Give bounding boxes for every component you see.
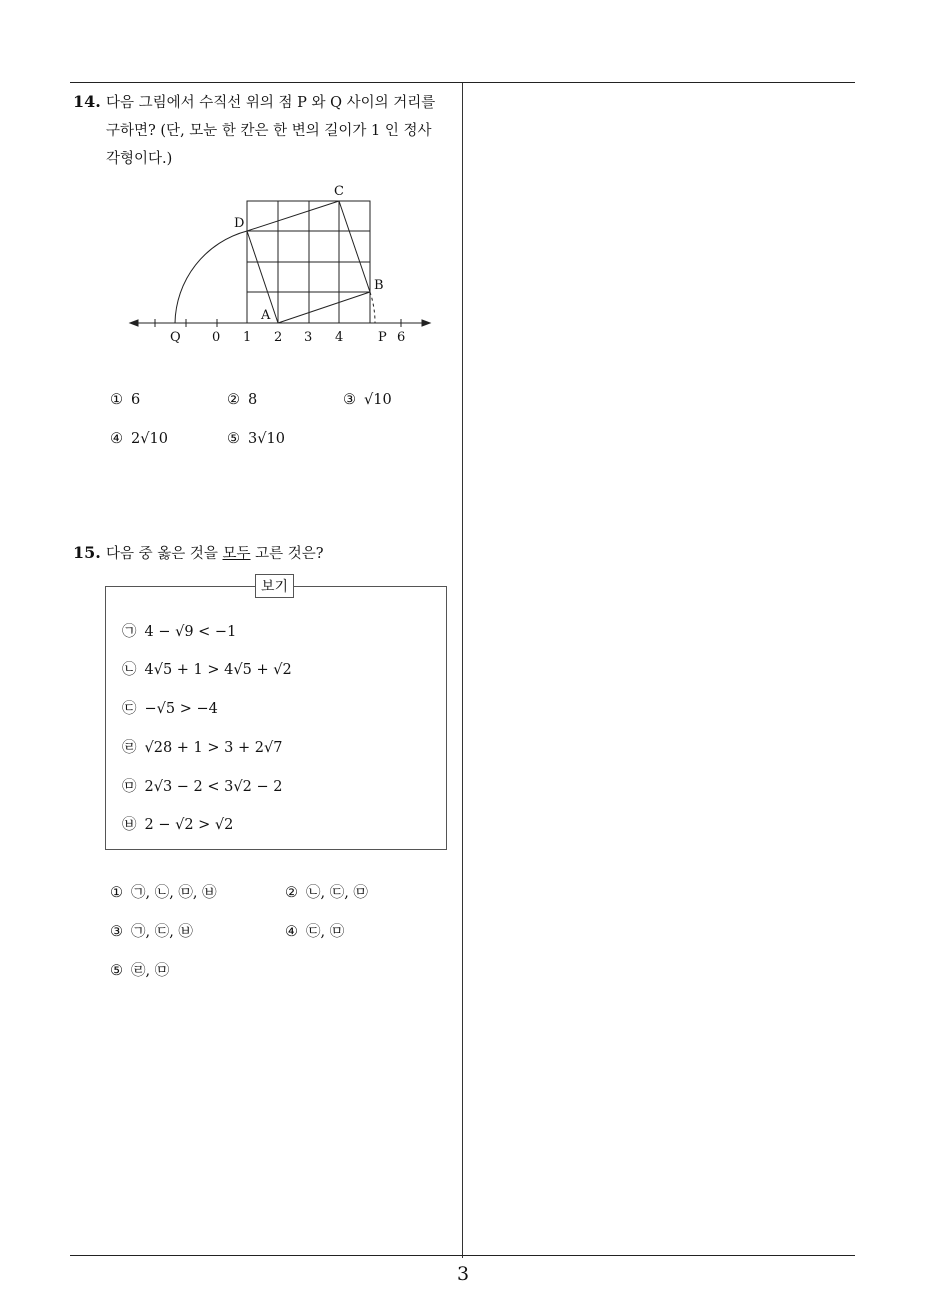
tick-6: 6 — [397, 330, 406, 345]
bogi-item-2: ㉡ 4√5 + 1 > 4√5 + √2 — [122, 662, 292, 678]
label-q: Q — [170, 330, 181, 345]
q14-choice-3[interactable]: ③ √10 — [343, 392, 392, 408]
q15-choice-5[interactable]: ⑤ ㉣, ㉤ — [110, 963, 170, 979]
tick-2: 2 — [274, 330, 283, 345]
q15-choice-4[interactable]: ④ ㉢, ㉤ — [285, 924, 345, 940]
bogi-item-1: ㉠ 4 − √9 < −1 — [122, 624, 237, 640]
q14-choice-2[interactable]: ② 8 — [227, 392, 258, 408]
label-d: D — [234, 216, 245, 231]
q14-choice-4[interactable]: ④ 2√10 — [110, 431, 168, 447]
underlined-all: 모두 — [222, 546, 251, 562]
tick-1: 1 — [243, 330, 252, 345]
bogi-item-4: ㉣ √28 + 1 > 3 + 2√7 — [122, 740, 283, 756]
question-15-number: 15. — [73, 543, 101, 562]
question-14-number: 14. — [73, 92, 101, 111]
label-c: C — [334, 184, 344, 199]
page-number: 3 — [456, 1263, 470, 1285]
q14-choice-1[interactable]: ① 6 — [110, 392, 141, 408]
question-14-text — [106, 89, 435, 173]
question-15-text: 다음 중 옳은 것을 모두 고른 것은? — [106, 546, 324, 562]
tick-4: 4 — [335, 330, 344, 345]
q15-choice-3[interactable]: ③ ㉠, ㉢, ㉥ — [110, 924, 193, 940]
question-14-line-3: 각형이다.) — [106, 151, 173, 167]
bogi-item-5: ㉤ 2√3 − 2 < 3√2 − 2 — [122, 779, 283, 795]
arc-to-p — [370, 292, 375, 323]
label-p: P — [378, 330, 387, 345]
number-line-grid-figure — [125, 180, 435, 350]
grid — [247, 201, 370, 323]
label-a: A — [261, 308, 271, 323]
bogi-item-6: ㉥ 2 − √2 > √2 — [122, 817, 234, 833]
question-14-line-1: 다음 그림에서 수직선 위의 점 P 와 Q 사이의 거리를 — [106, 95, 436, 111]
bogi-item-3: ㉢ −√5 > −4 — [122, 701, 218, 717]
column-divider — [462, 83, 463, 1258]
tick-0: 0 — [212, 330, 221, 345]
q14-choice-5[interactable]: ⑤ 3√10 — [227, 431, 285, 447]
bottom-rule — [70, 1255, 855, 1256]
question-14-line-2: 구하면? (단, 모눈 한 칸은 한 변의 길이가 1 인 정사 — [106, 123, 432, 139]
bogi-title: 보기 — [255, 574, 294, 598]
tick-3: 3 — [304, 330, 313, 345]
arc-to-q — [175, 231, 247, 323]
label-b: B — [374, 278, 384, 293]
q15-choice-2[interactable]: ② ㉡, ㉢, ㉤ — [285, 885, 368, 901]
q15-choice-1[interactable]: ① ㉠, ㉡, ㉤, ㉥ — [110, 885, 217, 901]
